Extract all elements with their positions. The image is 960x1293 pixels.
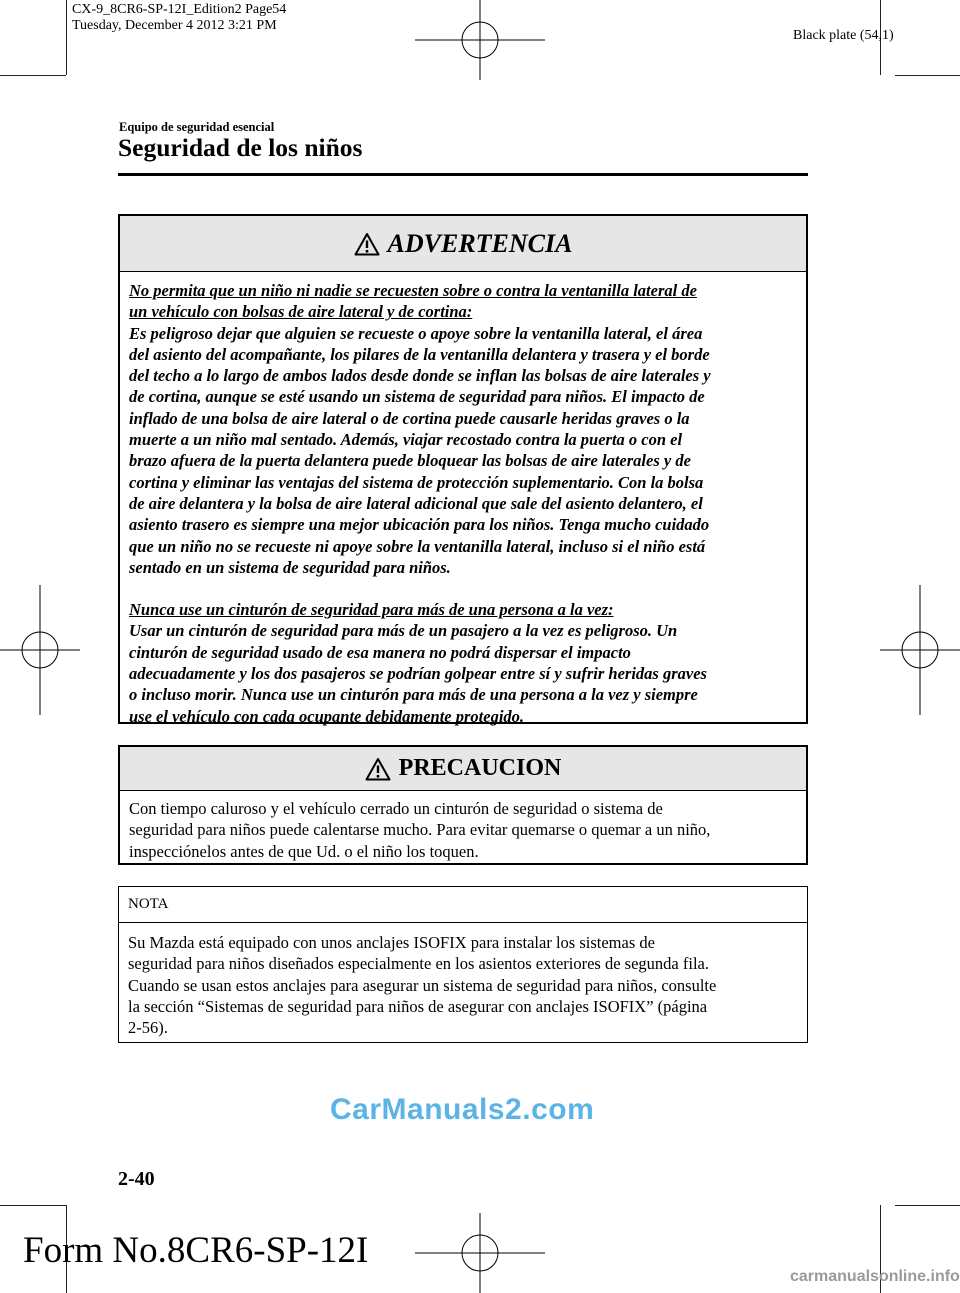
text-line: de cortina, aunque se esté usando un sistema de seguridad para niños. El impacto de bbox=[129, 387, 705, 407]
text-line: sentado en un sistema de seguridad para niños. bbox=[129, 557, 451, 577]
caution-header bbox=[120, 747, 806, 791]
text-line: inflado de una bolsa de aire lateral o de cortina puede causarle heridas graves o la bbox=[129, 408, 690, 428]
warning-header bbox=[120, 216, 806, 272]
caution-box bbox=[118, 745, 808, 865]
black-plate-label: Black plate (54,1) bbox=[793, 28, 894, 43]
warning-triangle-icon bbox=[354, 232, 380, 256]
text-line: que un niño no se recueste ni apoye sobre la ventanilla lateral, incluso si el niño está bbox=[129, 536, 706, 556]
note-body bbox=[119, 923, 807, 1038]
text-line: seguridad para niños puede calentarse mucho. Para evitar quemarse o quemar a un niño, bbox=[129, 820, 711, 840]
note-box bbox=[118, 886, 808, 1043]
text-line: use el vehículo con cada ocupante debidamente protegido. bbox=[129, 706, 525, 726]
caution-body bbox=[120, 791, 806, 862]
text-line: seguridad para niños diseñados especialmente en los asientos exteriores de segunda fila. bbox=[128, 954, 709, 974]
registration-crosshair-right bbox=[880, 585, 960, 715]
warning-paragraph-1 bbox=[129, 323, 798, 579]
text-line: Cuando se usan estos anclajes para asegurar un sistema de seguridad para niños, consulte bbox=[128, 975, 717, 995]
plate-info bbox=[72, 2, 286, 34]
warning-triangle-icon bbox=[365, 757, 391, 781]
text-line: Usar un cinturón de seguridad para más de un pasajero a la vez es peligroso. Un bbox=[129, 621, 678, 641]
text-line: inspecciónelos antes de que Ud. o el niño los toquen. bbox=[129, 841, 479, 861]
text-line: Es peligroso dejar que alguien se recueste o apoye sobre la ventanilla lateral, el área bbox=[129, 323, 703, 343]
text-line: asiento trasero es siempre una mejor ubicación para los niños. Tenga mucho cuidado bbox=[129, 515, 710, 535]
plate-file-line: CX-9_8CR6-SP-12I_Edition2 Page54 bbox=[72, 2, 287, 17]
crop-mark bbox=[66, 0, 67, 75]
page-number: 2-40 bbox=[118, 1168, 155, 1190]
crop-mark bbox=[0, 75, 66, 76]
registration-crosshair-bottom bbox=[415, 1213, 545, 1293]
note-paragraph bbox=[128, 932, 799, 1038]
text-line: un vehículo con bolsas de aire lateral y de cortina: bbox=[129, 302, 473, 322]
text-line: del asiento del acompañante, los pilares de la ventanilla delantera y trasera y el borde bbox=[129, 344, 710, 364]
section-label: Equipo de seguridad esencial bbox=[119, 120, 275, 134]
note-header bbox=[119, 887, 807, 923]
text-line: o incluso morir. Nunca use un cinturón para más de una persona a la vez y siempre bbox=[129, 685, 698, 705]
text-line: cinturón de seguridad usado de esa manera no podrá dispersar el impacto bbox=[129, 642, 631, 662]
form-number: Form No.8CR6-SP-12I bbox=[23, 1230, 369, 1271]
registration-crosshair-top bbox=[415, 0, 545, 80]
crop-mark bbox=[895, 75, 960, 76]
text-line: Con tiempo caluroso y el vehículo cerrado un cinturón de seguridad o sistema de bbox=[129, 799, 663, 818]
warning-body bbox=[120, 272, 806, 727]
warning-paragraph-2 bbox=[129, 620, 798, 726]
crop-mark bbox=[0, 1205, 66, 1206]
caution-paragraph bbox=[129, 798, 798, 862]
text-line: de aire delantera y la bolsa de aire lateral adicional que sale del asiento delantero, el bbox=[129, 493, 703, 513]
text-line: del techo a lo largo de ambos lados desde donde se inflan las bolsas de aire laterales y bbox=[129, 366, 711, 386]
crop-mark bbox=[895, 1205, 960, 1206]
watermark-logo: CarManuals2.com bbox=[330, 1093, 595, 1126]
note-title: NOTA bbox=[128, 896, 169, 912]
text-line: la sección “Sistemas de seguridad para niños de asegurar con anclajes ISOFIX” (página bbox=[128, 996, 708, 1016]
text-line: brazo afuera de la puerta delantera puede bloquear las bolsas de aire laterales y de bbox=[129, 451, 691, 471]
text-line: adecuadamente y los dos pasajeros se podrían golpear entre sí y sufrir heridas graves bbox=[129, 664, 707, 684]
text-line: cortina y eliminar las ventajas del sistema de protección suplementario. Con la bolsa bbox=[129, 472, 704, 492]
title-rule bbox=[118, 173, 808, 176]
page-title: Seguridad de los niños bbox=[118, 133, 363, 162]
text-line: No permita que un niño ni nadie se recuesten sobre o contra la ventanilla lateral de bbox=[129, 281, 697, 300]
warning-box bbox=[118, 214, 808, 724]
paragraph-gap bbox=[129, 578, 798, 599]
warning-title: ADVERTENCIA bbox=[387, 228, 573, 258]
text-line: 2-56). bbox=[128, 1018, 168, 1038]
text-line: muerte a un niño mal sentado. Además, viajar recostado contra la puerta o con el bbox=[129, 430, 683, 450]
warning-heading-2: Nunca use un cinturón de seguridad para más de una persona a la vez: bbox=[129, 600, 614, 620]
text-line: Su Mazda está equipado con unos anclajes ISOFIX para instalar los sistemas de bbox=[128, 933, 655, 952]
registration-crosshair-left bbox=[0, 585, 80, 715]
warning-heading-1 bbox=[129, 280, 798, 323]
plate-date-line: Tuesday, December 4 2012 3:21 PM bbox=[72, 18, 277, 33]
site-watermark: carmanualsonline.info bbox=[790, 1268, 960, 1285]
caution-title: PRECAUCION bbox=[398, 755, 562, 781]
